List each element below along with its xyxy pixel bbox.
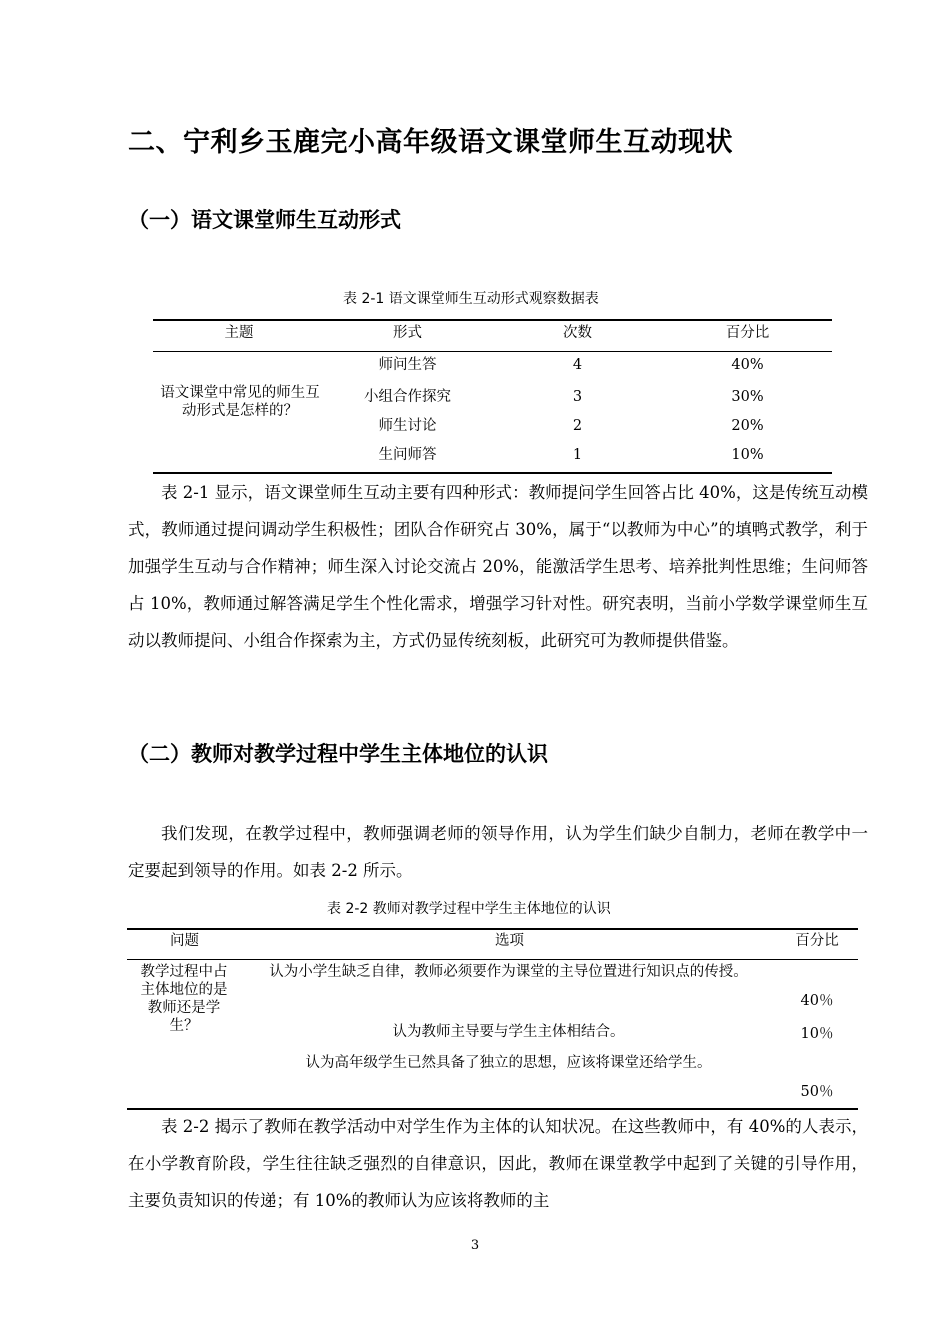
table-row-percent: 10% [731, 447, 764, 463]
table-top-rule [127, 928, 858, 930]
table-header-cell: 形式 [393, 325, 422, 341]
table-header-cell: 百分比 [725, 325, 770, 341]
table-row-percent: 40% [731, 357, 764, 373]
table-top-rule [153, 319, 832, 321]
table-percent-cell: 10％ [800, 1026, 834, 1042]
table-header-cell: 百分比 [795, 933, 839, 949]
table-row-count: 2 [572, 418, 583, 434]
table-option-cell: 认为高年级学生已然具备了独立的思想，应该将课堂还给学生。 [305, 1055, 712, 1071]
table-header-rule [153, 351, 832, 352]
table-topic-cell: 语文课堂中常见的师生互动形式是怎样的？ [160, 385, 320, 419]
table-header-rule [127, 959, 858, 960]
table-row-form: 小组合作探究 [364, 389, 451, 405]
table-row-form: 师问生答 [378, 357, 437, 373]
table-row-form: 师生讨论 [378, 418, 437, 434]
table-question-cell: 教学过程中占主体地位的是教师还是学生？ [140, 964, 228, 1034]
paragraph-text: 表 2-1 显示，语文课堂师生互动主要有四种形式：教师提问学生回答占比 40%，这是传统互动模式，教师通过提问调动学生积极性；团队合作研究占 30%，属于“以教师为中心”的填鸭式教学，利于加强学生互动与合作精神；师生深入讨论交流占 20%，能激活学生思考、培养批判性思维；生问师答占 10%，教师通过解答满足学生个性化需求，增强学习针对性。研究表明，当前小学数学课堂师生互动以教师提问、小组合作探索为主，方式仍显传统刻板，此研究可为教师提供借鉴。 [128, 483, 868, 650]
page-number: 3 [470, 1238, 480, 1253]
table-percent-cell: 50％ [800, 1084, 834, 1100]
table-row-count: 4 [572, 357, 583, 373]
paragraph-table-2-2-analysis [128, 1108, 868, 1219]
paragraph-table-2-1-analysis [128, 474, 868, 659]
table-row-percent: 20% [731, 418, 764, 434]
table-percent-cell: 40％ [800, 993, 834, 1009]
table-option-cell: 认为教师主导要与学生主体相结合。 [392, 1024, 625, 1040]
table-caption-2-2: 表 2-2 教师对教学过程中学生主体地位的认识 [327, 901, 611, 917]
table-option-cell: 认为小学生缺乏自律，教师必须要作为课堂的主导位置进行知识点的传授。 [269, 964, 748, 980]
table-header-cell: 选项 [495, 933, 524, 949]
paragraph-text: 我们发现，在教学过程中，教师强调老师的领导作用，认为学生们缺少自制力，老师在教学中一定要起到领导的作用。如表 2-2 所示。 [128, 824, 868, 880]
table-header-cell: 次数 [563, 325, 592, 341]
table-header-cell: 主题 [224, 325, 254, 341]
table-header-cell: 问题 [170, 933, 199, 949]
paragraph-text: 表 2-2 揭示了教师在教学活动中对学生作为主体的认知状况。在这些教师中，有 40%的人表示，在小学教育阶段，学生往往缺乏强烈的自律意识，因此，教师在课堂教学中起到了关键的引导作用，主要负责知识的传递；有 10%的教师认为应该将教师的主 [128, 1117, 868, 1210]
section-heading-1: （一）语文课堂师生互动形式 [128, 208, 401, 232]
table-row-percent: 30% [731, 389, 764, 405]
table-caption-2-1: 表 2-1 语文课堂师生互动形式观察数据表 [343, 291, 599, 307]
paragraph-intro [128, 815, 868, 889]
table-row-count: 3 [572, 389, 583, 405]
table-row-form: 生问师答 [378, 447, 437, 463]
chapter-heading: 二、宁利乡玉鹿完小高年级语文课堂师生互动现状 [128, 127, 733, 158]
table-row-count: 1 [572, 447, 583, 463]
section-heading-2: （二）教师对教学过程中学生主体地位的认识 [128, 742, 548, 766]
